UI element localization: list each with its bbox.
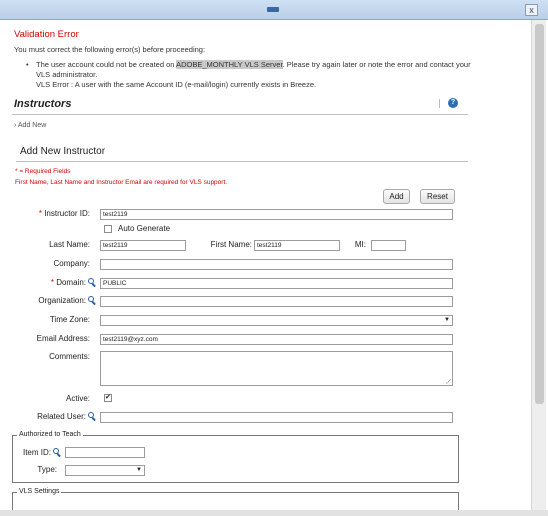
search-icon[interactable] [88, 412, 97, 421]
authorized-to-teach-group [12, 431, 459, 483]
breadcrumb[interactable]: › Add New [14, 122, 47, 129]
vls-settings-legend: VLS Settings [19, 488, 60, 495]
active-checkbox[interactable] [104, 394, 112, 402]
first-name-label: First Name: [210, 240, 252, 249]
dialog-titlebar[interactable] [0, 0, 548, 20]
instructor-id-input[interactable]: test2119 [100, 209, 453, 220]
search-icon[interactable] [53, 448, 62, 457]
comments-textarea[interactable] [100, 351, 453, 386]
error-list [26, 60, 526, 90]
organization-input[interactable] [100, 296, 453, 307]
email-label: Email Address: [36, 334, 90, 343]
error-line-1: The user account could not be created on ADOBE_MONTHLY VLS Server. Please try again later or note the error and contact your [36, 60, 471, 69]
bullet-icon: • [26, 60, 29, 69]
section-title: Instructors [14, 98, 72, 110]
auto-generate-label: Auto Generate [118, 224, 171, 233]
divider [12, 114, 468, 115]
authorized-to-teach-legend: Authorized to Teach [19, 431, 81, 438]
error-title: Validation Error [14, 29, 79, 40]
first-name-input[interactable]: test2119 [254, 240, 340, 251]
type-select[interactable] [65, 465, 145, 476]
active-label: Active: [65, 394, 90, 403]
mi-input[interactable] [371, 240, 406, 251]
item-id-input[interactable] [65, 447, 145, 458]
company-input[interactable] [100, 259, 453, 270]
scrollbar-thumb[interactable] [535, 24, 544, 404]
search-icon[interactable] [88, 296, 97, 305]
comments-label: Comments: [49, 352, 90, 361]
close-button[interactable]: x [525, 4, 538, 16]
help-icon[interactable]: ? [448, 98, 458, 108]
form-title: Add New Instructor [20, 146, 106, 157]
divider [439, 99, 440, 108]
auto-generate-checkbox[interactable] [104, 225, 112, 233]
email-input[interactable]: test2119@xyz.com [100, 334, 453, 345]
related-user-label: Related User: [37, 412, 86, 421]
error-server-highlight: ADOBE_MONTHLY VLS Server [176, 60, 283, 69]
search-icon[interactable] [88, 278, 97, 287]
time-zone-label: Time Zone: [49, 315, 90, 324]
resize-grip-icon[interactable] [446, 379, 451, 384]
vertical-scrollbar[interactable] [531, 20, 546, 512]
instructor-id-label: * Instructor ID: [38, 209, 90, 218]
last-name-input[interactable]: test2119 [100, 240, 186, 251]
error-subtitle: You must correct the following error(s) before proceeding: [14, 45, 206, 54]
required-fields-note: * = Required Fields [15, 168, 71, 175]
dialog-content [8, 20, 528, 516]
chevron-down-icon: ▼ [136, 467, 142, 473]
type-label: Type: [37, 465, 57, 474]
reset-button[interactable]: Reset [420, 189, 455, 204]
mi-label: MI: [354, 240, 366, 249]
divider [16, 161, 468, 162]
company-label: Company: [53, 259, 90, 268]
item-id-label: Item ID: [22, 448, 51, 457]
horizontal-scrollbar[interactable] [0, 510, 548, 516]
drag-handle-icon[interactable] [267, 7, 279, 12]
help-area [439, 98, 465, 110]
organization-label: Organization: [38, 296, 86, 305]
domain-label: * Domain: [50, 278, 86, 287]
time-zone-select[interactable] [100, 315, 453, 326]
vls-required-note: First Name, Last Name and Instructor Email are required for VLS support. [15, 179, 228, 186]
error-line-2: VLS administrator. [36, 70, 98, 79]
last-name-label: Last Name: [49, 240, 90, 249]
chevron-down-icon: ▼ [444, 317, 450, 323]
error-line-3: VLS Error : A user with the same Account ID (e-mail/login) currently exists in Breeze. [36, 80, 317, 89]
add-button[interactable]: Add [383, 189, 410, 204]
related-user-input[interactable] [100, 412, 453, 423]
domain-input[interactable]: PUBLIC [100, 278, 453, 289]
